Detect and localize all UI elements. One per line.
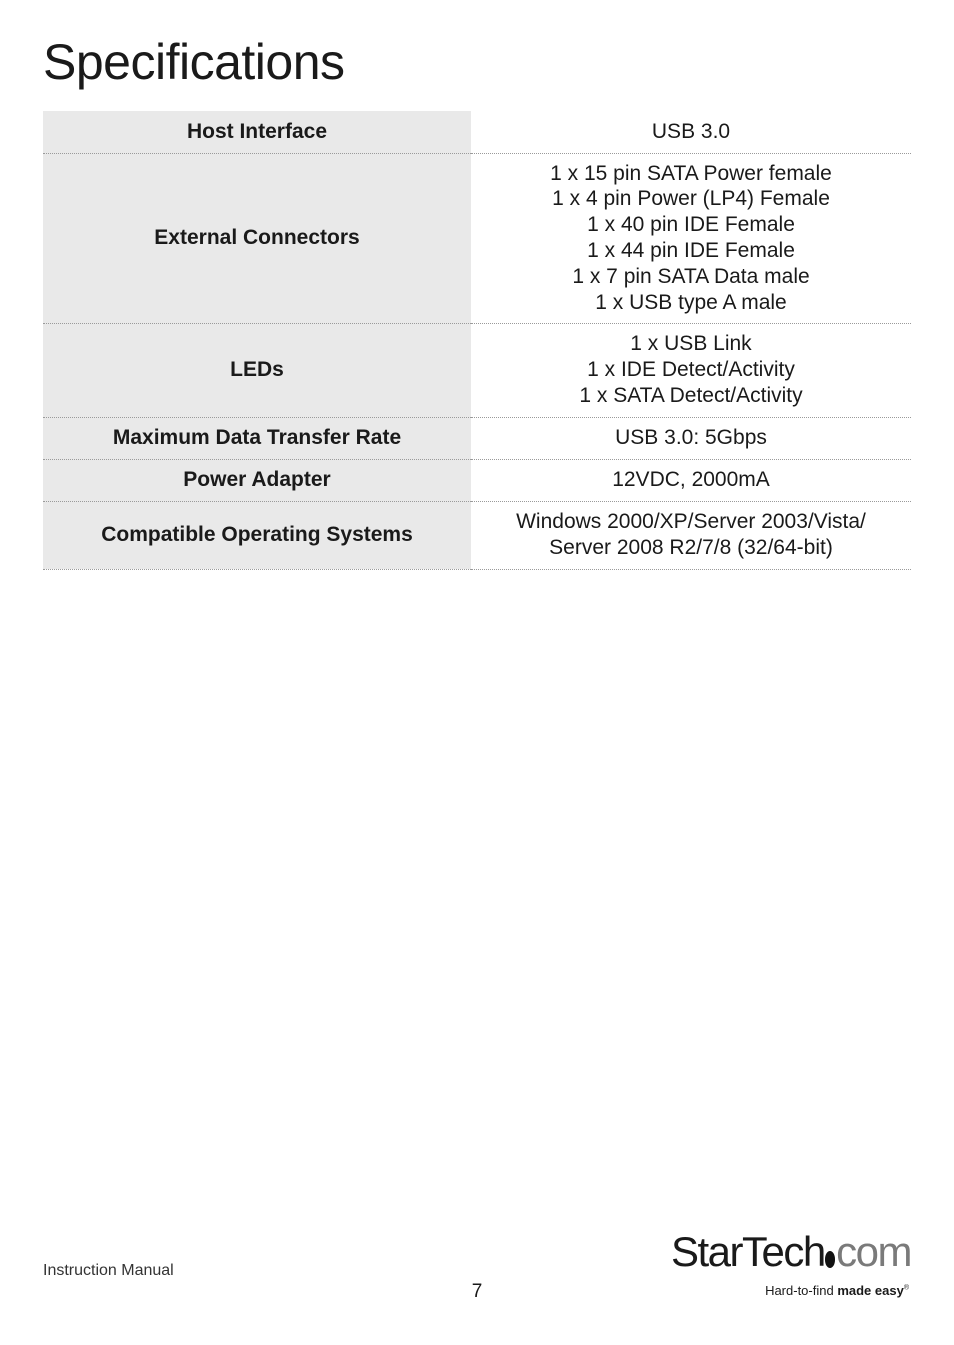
spec-value: [471, 459, 911, 501]
logo-domain-suffix: com: [836, 1228, 911, 1275]
spec-label: External Connectors: [43, 153, 471, 323]
spec-label: Power Adapter: [43, 459, 471, 501]
spec-value-line: 1 x SATA Detect/Activity: [579, 383, 803, 407]
spec-value-line: 1 x 7 pin SATA Data male: [572, 264, 810, 288]
spec-value-line: USB 3.0: 5Gbps: [615, 426, 767, 450]
spec-row-external-connectors: [43, 153, 911, 323]
logo-tagline-prefix: Hard-to-find: [765, 1283, 834, 1298]
spec-value: [471, 111, 911, 153]
logo-tagline: [765, 1283, 909, 1298]
specifications-table: [43, 111, 911, 570]
spec-value: [471, 323, 911, 417]
spec-value-line: 1 x 40 pin IDE Female: [587, 213, 795, 237]
footer-manual-label: Instruction Manual: [43, 1262, 174, 1279]
spec-row-max-transfer-rate: [43, 417, 911, 459]
spec-value-line: USB 3.0: [651, 119, 731, 143]
spec-value-line: 12VDC, 2000mA: [612, 468, 770, 492]
spec-value: [471, 417, 911, 459]
logo-wordmark: [671, 1228, 911, 1275]
spec-value: [471, 153, 911, 323]
spec-value-line: 1 x 44 pin IDE Female: [587, 239, 795, 262]
spec-label: Host Interface: [43, 111, 471, 153]
startech-logo: [671, 1228, 911, 1303]
spec-row-host-interface: [43, 111, 911, 153]
logo-tagline-bold: made easy: [837, 1283, 904, 1298]
spec-label: Maximum Data Transfer Rate: [43, 417, 471, 459]
spec-value-line: 1 x USB type A male: [595, 290, 787, 314]
spec-row-compatible-os: [43, 501, 911, 569]
logo-brand: StarTech: [671, 1228, 825, 1275]
spec-label: LEDs: [43, 323, 471, 417]
spec-value-line: 1 x 4 pin Power (LP4) Female: [552, 187, 830, 211]
page-title: Specifications: [43, 34, 345, 90]
spec-row-power-adapter: [43, 459, 911, 501]
spec-value-line: 1 x 15 pin SATA Power female: [550, 161, 832, 185]
logo-dot-icon: [825, 1251, 835, 1268]
spec-value: [471, 501, 911, 569]
spec-label: Compatible Operating Systems: [43, 501, 471, 569]
spec-value-line: Windows 2000/XP/Server 2003/Vista/: [516, 510, 866, 534]
spec-row-leds: [43, 323, 911, 417]
spec-value-line: 1 x IDE Detect/Activity: [587, 358, 795, 382]
spec-value-line: 1 x USB Link: [630, 332, 752, 356]
registered-mark: ®: [903, 1284, 909, 1292]
spec-value-line: Server 2008 R2/7/8 (32/64-bit): [549, 536, 833, 559]
page-number: 7: [471, 1281, 483, 1302]
